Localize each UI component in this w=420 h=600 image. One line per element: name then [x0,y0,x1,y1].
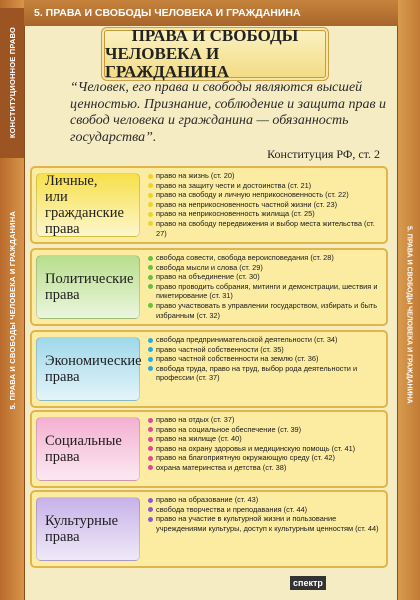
rights-item-text: свобода труда, право на труд, выбор рода деятельности и профессии (ст. 37) [156,363,358,383]
category-label-line: Политические [45,271,134,287]
rights-list-item [148,263,382,273]
rights-item-text: свобода предпринимательской деятельности (ст. 34) [156,335,338,344]
bullet-icon [148,498,153,503]
rights-list-item [148,253,382,263]
poster-title [104,26,326,81]
constitution-quote: “Человек, его права и свободы являются высшей ценностью. Признание, соблюдение и защита прав и свобод человека и гражданина — обязанность государства”. [70,80,387,145]
rights-list-item [148,335,382,345]
rights-category-label [36,173,140,237]
bullet-icon [148,465,153,470]
bullet-icon [148,256,153,261]
rights-list-item [148,434,382,444]
title-line-1: ПРАВА И СВОБОДЫ [131,26,299,45]
rights-list-item [148,514,382,533]
rights-list-item [148,463,382,473]
rights-section [30,248,388,326]
left-tab-mid: 5. ПРАВА И СВОБОДЫ ЧЕЛОВЕКА И ГРАЖДАНИНА [7,210,17,410]
bullet-icon [148,212,153,217]
rights-item-text: право на жилище (ст. 40) [156,434,242,444]
rights-item-text: свобода совести, свобода вероисповедания (ст. 28) [156,253,334,262]
bullet-icon [148,427,153,432]
rights-item-text: охрана материнства и детства (ст. 38) [156,462,287,472]
left-side-strip [0,0,25,600]
title-line-2: ЧЕЛОВЕКА И ГРАЖДАНИНА [105,44,230,81]
right-side-strip [397,0,420,600]
rights-section [30,490,388,568]
rights-section [30,330,388,408]
rights-list-item [148,345,382,355]
bullet-icon [148,437,153,442]
category-label-line: права [45,369,80,385]
rights-list-item [148,453,382,463]
bullet-icon [148,193,153,198]
category-label-line: Личные, [45,173,98,189]
bullet-icon [148,284,153,289]
rights-item-text: право на охрану здоровья и медицинскую помощь (ст. 41) [156,443,356,453]
rights-list-item [148,200,382,210]
rights-item-text: право на благоприятную окружающую среду (ст. 42) [156,453,335,463]
rights-category-label [36,417,140,481]
bullet-icon [148,347,153,352]
bullet-icon [148,275,153,280]
rights-list [148,495,382,533]
rights-item-text: право на жизнь (ст. 20) [156,171,235,180]
bullet-icon [148,456,153,461]
rights-item-text: право частной собственности (ст. 35) [156,344,284,354]
rights-list [148,335,382,383]
category-label-line: права [45,449,80,465]
rights-list-item [148,505,382,515]
rights-category-label [36,337,140,401]
category-label-line: права [45,287,80,303]
publisher-logo: спектр [290,576,326,590]
category-label-line: Социальные [45,433,122,449]
right-tab: 5. ПРАВА И СВОБОДЫ ЧЕЛОВЕКА И ГРАЖДАНИНА [405,226,413,404]
bullet-icon [148,303,153,308]
rights-category-label [36,497,140,561]
rights-item-text: право на социальное обеспечение (ст. 39) [156,424,302,434]
bullet-icon [148,418,153,423]
rights-item-text: право на свободу и личную неприкосновенность (ст. 22) [156,190,349,200]
rights-item-text: право на объединение (ст. 30) [156,272,260,282]
header-bar: 5. ПРАВА И СВОБОДЫ ЧЕЛОВЕКА И ГРАЖДАНИНА [24,0,398,26]
rights-list-item [148,171,382,181]
rights-list-item [148,415,382,425]
bullet-icon [148,202,153,207]
bullet-icon [148,174,153,179]
rights-list-item [148,190,382,200]
bullet-icon [148,446,153,451]
bullet-icon [148,507,153,512]
category-label-line: или гражданские [45,189,124,221]
bullet-icon [148,338,153,343]
bullet-icon [148,265,153,270]
rights-list-item [148,495,382,505]
rights-list-item [148,364,382,383]
rights-item-text: право на неприкосновенность частной жизни (ст. 23) [156,199,338,209]
left-tab-top: КОНСТИТУЦИОННОЕ ПРАВО [0,8,24,158]
bullet-icon [148,517,153,522]
bullet-icon [148,221,153,226]
category-label-line: Культурные [45,513,119,529]
rights-list-item [148,425,382,435]
rights-list [148,253,382,320]
rights-category-label [36,255,140,319]
category-label-line: права [45,221,80,237]
rights-list-item [148,181,382,191]
rights-list-item [148,219,382,238]
rights-item-text: свобода мысли и слова (ст. 29) [156,262,263,272]
rights-list-item [148,272,382,282]
rights-item-text: право на свободу передвижения и выбор места жительства (ст. 27) [156,218,375,238]
rights-list-item [148,282,382,301]
rights-item-text: право на образование (ст. 43) [156,495,259,504]
quote-source: Конституция РФ, ст. 2 [267,147,380,161]
category-label-line: Экономические [45,353,142,369]
rights-list-item [148,444,382,454]
rights-item-text: право на неприкосновенность жилища (ст. 25) [156,209,315,219]
category-label-line: права [45,529,80,545]
rights-list [148,171,382,238]
rights-item-text: право проводить собрания, митинги и демонстрации, шествия и пикетирование (ст. 31) [156,281,378,301]
rights-item-text: право на защиту чести и достоинства (ст. 21) [156,180,312,190]
rights-list [148,415,382,473]
rights-section [30,166,388,244]
bullet-icon [148,357,153,362]
rights-section [30,410,388,488]
rights-list-item [148,301,382,320]
publisher-footer [290,570,394,596]
rights-item-text: право частной собственности на землю (ст. 36) [156,354,319,364]
rights-item-text: свобода творчества и преподавания (ст. 44) [156,504,308,514]
bullet-icon [148,183,153,188]
rights-item-text: право на отдых (ст. 37) [156,415,235,424]
bullet-icon [148,366,153,371]
rights-list-item [148,354,382,364]
rights-list-item [148,209,382,219]
rights-item-text: право участвовать в управлении государством, избирать и быть избранным (ст. 32) [156,300,378,320]
rights-item-text: право на участие в культурной жизни и пользование учреждениями культуры, доступ к культурным ценностям (ст. 44) [156,514,379,533]
